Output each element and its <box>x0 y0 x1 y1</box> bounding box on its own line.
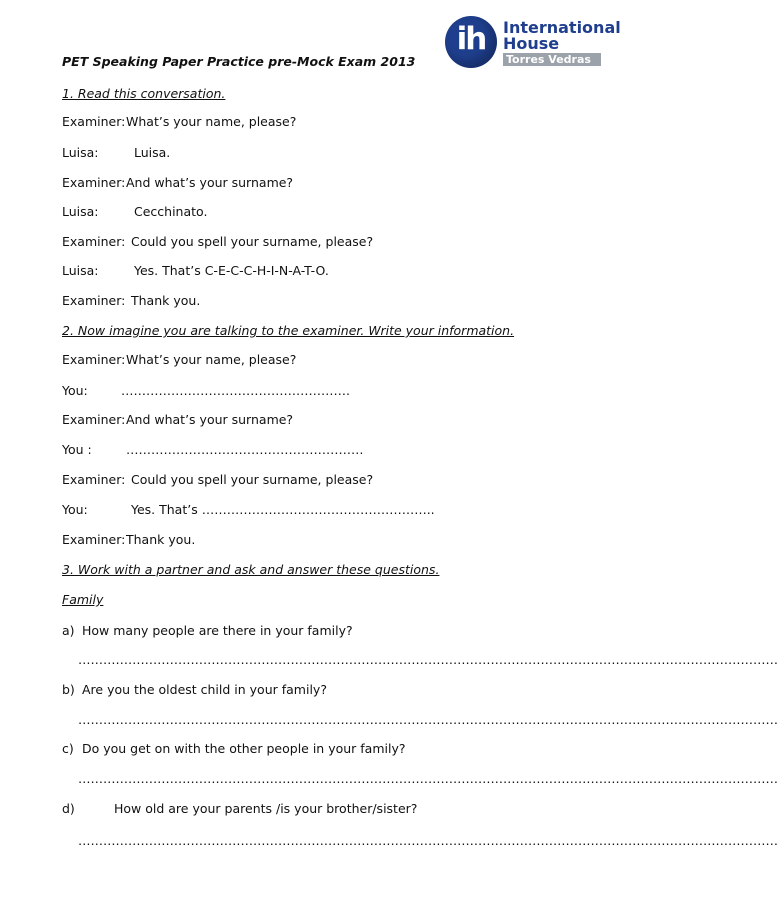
section-2-heading: 2. Now imagine you are talking to the examiner. Write your information. <box>62 323 515 338</box>
dialogue-speaker: Examiner: <box>62 293 126 308</box>
answer-line[interactable]: …………………………………………………………………………………………………………………………………………………… <box>78 771 778 786</box>
dialogue-text: Cecchinato. <box>134 204 208 219</box>
dialogue-speaker: Luisa: <box>62 263 99 278</box>
topic-heading: Family <box>62 592 104 607</box>
international-house-logo <box>445 16 621 68</box>
section-1-heading: 1. Read this conversation. <box>62 86 226 101</box>
answer-line[interactable]: …………………………………………………………………………………………………………………………………………………… <box>78 712 778 727</box>
section-3-heading: 3. Work with a partner and ask and answer these questions. <box>62 562 440 577</box>
logo-line-3: Torres Vedras <box>503 53 601 66</box>
dialogue-speaker: Examiner: <box>62 472 126 487</box>
document-title: PET Speaking Paper Practice pre-Mock Exam 2013 <box>62 54 416 69</box>
logo-line-2: House <box>503 34 560 53</box>
answer-line[interactable]: …………………………………………………………………………………………………………………………………………………… <box>78 652 778 667</box>
dialogue-text: Thank you. <box>126 532 196 547</box>
dialogue-text: Yes. That’s C-E-C-C-H-I-N-A-T-O. <box>134 263 329 278</box>
dialogue-text: Could you spell your surname, please? <box>131 472 374 487</box>
dialogue-speaker: Examiner: <box>62 114 126 129</box>
dialogue-text: Thank you. <box>131 293 201 308</box>
question-text: Are you the oldest child in your family? <box>82 682 327 697</box>
logo-mark-text: ih <box>456 21 486 57</box>
dialogue-speaker: Examiner: <box>62 175 126 190</box>
dialogue-text: Could you spell your surname, please? <box>131 234 374 249</box>
dialogue-text: Luisa. <box>134 145 171 160</box>
dialogue-speaker: Examiner: <box>62 532 126 547</box>
dialogue-speaker: Examiner: <box>62 234 126 249</box>
dialogue-text: What’s your name, please? <box>126 352 297 367</box>
answer-blank-spelling[interactable]: Yes. That’s ……………………………………………….. <box>131 502 435 517</box>
question-text: How many people are there in your family? <box>82 623 353 638</box>
question-label: c) <box>62 741 74 756</box>
answer-blank-name[interactable]: ………………………………………………. <box>121 383 350 398</box>
dialogue-speaker: Luisa: <box>62 204 99 219</box>
logo-line-1: International <box>503 18 621 37</box>
question-label: d) <box>62 801 75 816</box>
dialogue-speaker: Examiner: <box>62 352 126 367</box>
dialogue-text: And what’s your surname? <box>126 412 294 427</box>
question-text: How old are your parents /is your brother/sister? <box>114 801 418 816</box>
logo-wordmark <box>503 20 621 66</box>
answer-line[interactable]: …………………………………………………………………………………………………………………………………………………… <box>78 833 778 848</box>
question-text: Do you get on with the other people in your family? <box>82 741 406 756</box>
dialogue-speaker: Luisa: <box>62 145 99 160</box>
dialogue-speaker: You: <box>62 502 88 517</box>
ih-logo-mark <box>445 16 497 68</box>
dialogue-speaker: You : <box>62 442 92 457</box>
dialogue-text: What’s your name, please? <box>126 114 297 129</box>
dialogue-speaker: Examiner: <box>62 412 126 427</box>
dialogue-text: And what’s your surname? <box>126 175 294 190</box>
question-label: b) <box>62 682 75 697</box>
question-label: a) <box>62 623 75 638</box>
dialogue-speaker: You: <box>62 383 88 398</box>
answer-blank-surname[interactable]: ………………………………………………… <box>126 442 364 457</box>
